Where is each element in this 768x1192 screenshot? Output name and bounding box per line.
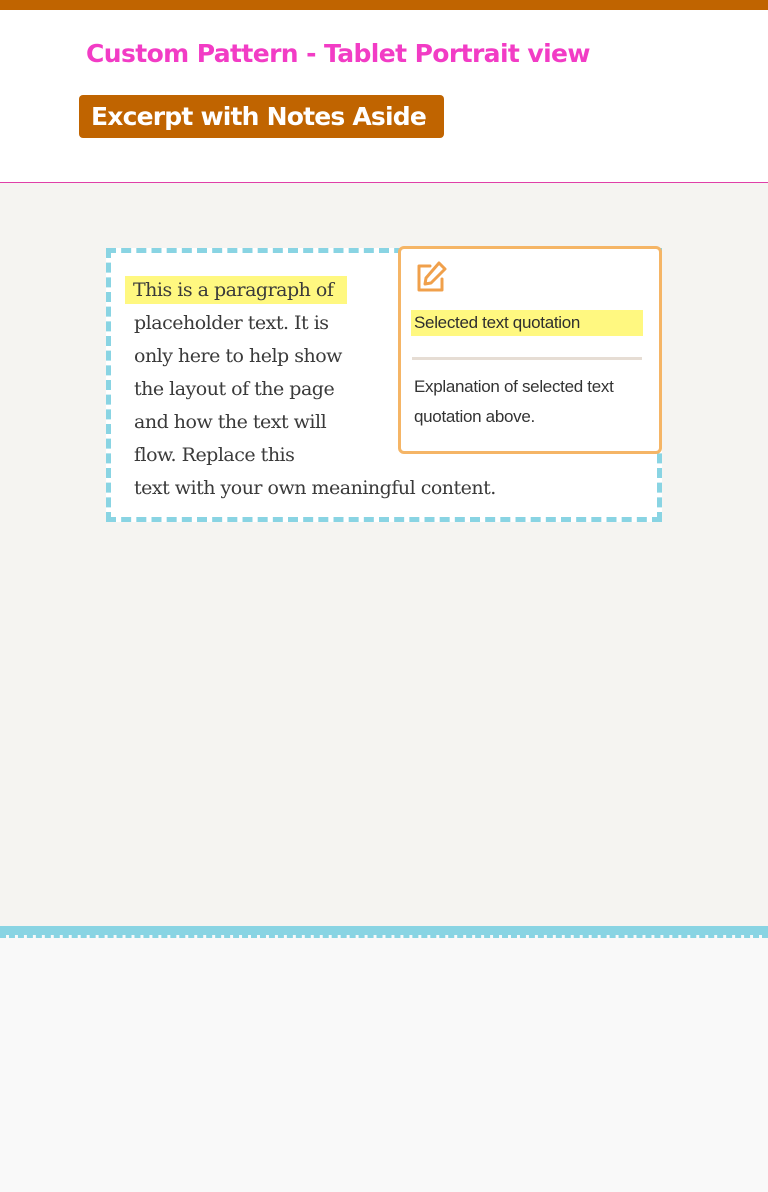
note-divider: [412, 357, 642, 360]
note-quotation: Selected text quotation: [411, 310, 643, 336]
page-header: [0, 10, 768, 183]
note-aside: [398, 246, 662, 454]
main-content: [0, 183, 768, 926]
highlighted-text[interactable]: This is a paragraph of: [125, 276, 347, 304]
excerpt-line: only here to help show: [134, 345, 342, 367]
page-title: Custom Pattern - Tablet Portrait view: [86, 39, 590, 68]
page-footer: [0, 926, 768, 1192]
pattern-badge: Excerpt with Notes Aside: [79, 95, 444, 138]
footer-border: [0, 926, 768, 938]
note-explanation: Explanation of selected text quotation above.: [414, 377, 614, 426]
excerpt-line: placeholder text. It is: [134, 312, 329, 334]
excerpt-line: the layout of the page: [134, 378, 335, 400]
excerpt-line: text with your own meaningful content.: [134, 477, 496, 499]
edit-icon[interactable]: [414, 260, 448, 294]
top-accent-bar: [0, 0, 768, 10]
excerpt-line: flow. Replace this: [134, 444, 295, 466]
excerpt-line: and how the text will: [134, 411, 327, 433]
